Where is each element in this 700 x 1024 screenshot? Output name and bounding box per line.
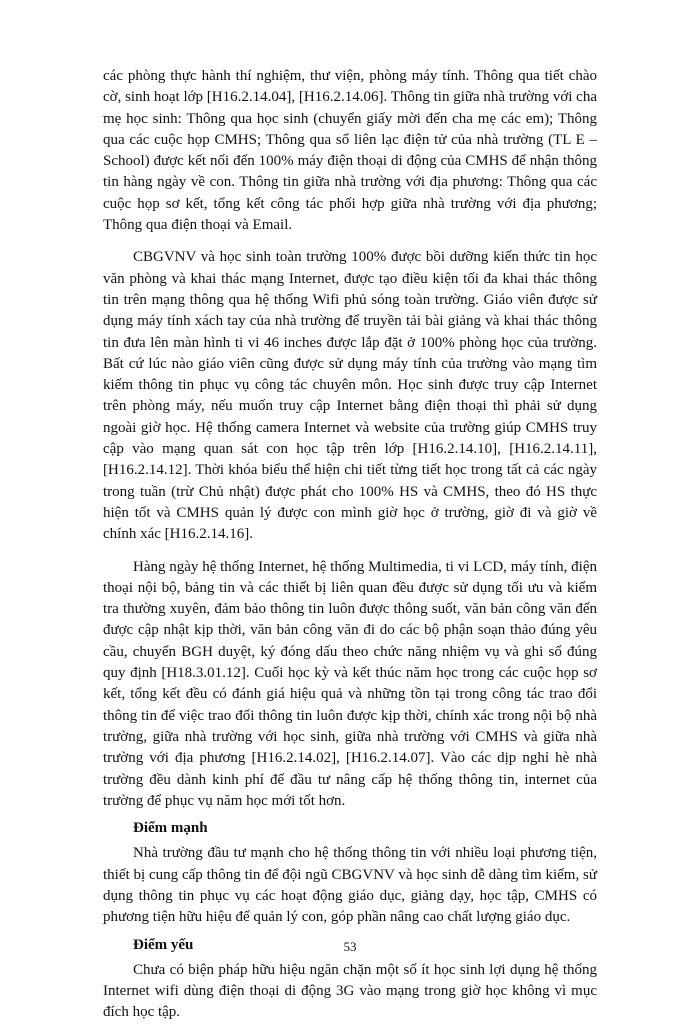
document-page <box>103 66 597 1024</box>
weaknesses-text: Chưa có biện pháp hữu hiệu ngăn chặn một số ít học sinh lợi dụng hệ thống Internet wifi dùng điện thoại di động 3G vào mạng trong giờ học không vì mục đích học tập. <box>103 961 597 1021</box>
paragraph-daily-systems: Hàng ngày hệ thống Internet, hệ thống Multimedia, ti vi LCD, máy tính, điện thoại nội bộ, bảng tin và các thiết bị liên quan đều được sử dụng tối ưu và kiểm tra thường xuyên, đảm bảo thông tin luôn được thông suốt, văn bản công văn đến được cập nhật kịp thời, văn bản công văn đi do các bộ phận soạn thảo đúng yêu cầu, chuyển BGH duyệt, ký đóng dấu theo chức năng nhiệm vụ và ghi sổ đúng quy định [H18.3.01.12]. Cuối học kỳ và kết thúc năm học trong các cuộc họp sơ kết, tổng kết đều có đánh giá hiệu quả và những tồn tại trong công tác trao đổi thông tin để việc trao đổi thông tin luôn được kịp thời, chính xác trong nội bộ nhà trường, giữa nhà trường với học sinh, giữa nhà trường với CMHS và giữa nhà trường với địa phương [H16.2.14.02], [H16.2.14.07]. Vào các dịp nghỉ hè nhà trường đều dành kinh phí để đầu tư nâng cấp hệ thống thông tin, internet của trường để phục vụ năm học mới tốt hơn. <box>103 558 597 809</box>
weaknesses-heading: Điểm yếu <box>133 936 194 953</box>
strengths-text: Nhà trường đầu tư mạnh cho hệ thống thông tin với nhiều loại phương tiện, thiết bị cung cấp thông tin để đội ngũ CBGVNV và học sinh dễ dàng tìm kiếm, sử dụng thông tin phục vụ các hoạt động giáo dục, giảng dạy, học tập, CMHS có phương tiện hữu hiệu để quản lý con, góp phần nâng cao chất lượng giáo dục. <box>103 845 597 926</box>
page-number: 53 <box>343 939 357 954</box>
paragraph-communication-channels: các phòng thực hành thí nghiệm, thư viện, phòng máy tính. Thông qua tiết chào cờ, sinh hoạt lớp [H16.2.14.04], [H16.2.14.06]. Thông tin giữa nhà trường với cha mẹ học sinh: Thông qua học sinh (chuyển giấy mời đến cha mẹ các em); Thông qua các cuộc họp CMHS; Thông qua sổ liên lạc điện tử của nhà trường (TL E – School) được kết nối đến 100% máy điện thoại di động của CMHS để nhận thông tin hàng ngày về con. Thông tin giữa nhà trường với địa phương: Thông qua các cuộc họp sơ kết, tổng kết công tác phối hợp giữa nhà trường với địa phương; Thông qua điện thoại và Email. <box>103 68 597 234</box>
strengths-heading: Điểm mạnh <box>133 820 208 837</box>
paragraph-internet-access: CBGVNV và học sinh toàn trường 100% được bồi dưỡng kiến thức tin học văn phòng và khai thác mạng Internet, được tạo điều kiện tối đa khai thác thông tin trên mạng thông qua hệ thống Wifi phủ sóng toàn trường. Giáo viên được sử dụng máy tính xách tay của nhà trường để truyền tải bài giảng và khai thác thông tin đưa lên màn hình ti vi 46 inches được lắp đặt ở 100% phòng học của trường. Bất cứ lúc nào giáo viên cũng được sử dụng máy tính của trường vào mạng tìm kiếm thông tin phục vụ công tác chuyên môn. Học sinh được truy cập Internet trên phòng máy, nếu muốn truy cập Internet bằng điện thoại thì phải sử dụng ngoài giờ học. Hệ thống camera Internet và website của trường giúp CMHS truy cập vào mạng quan sát con học tập trên lớp [H16.2.14.10], [H16.2.14.11], [H16.2.14.12]. Thời khóa biểu thể hiện chi tiết từng tiết học trong tất cả các ngày trong tuần (trừ Chủ nhật) được phát cho 100% HS và CMHS, theo đó HS thực hiện tốt và CMHS quản lý được con mình giờ học ở trường, giờ đi và giờ về chính xác [H16.2.14.16]. <box>103 249 597 543</box>
